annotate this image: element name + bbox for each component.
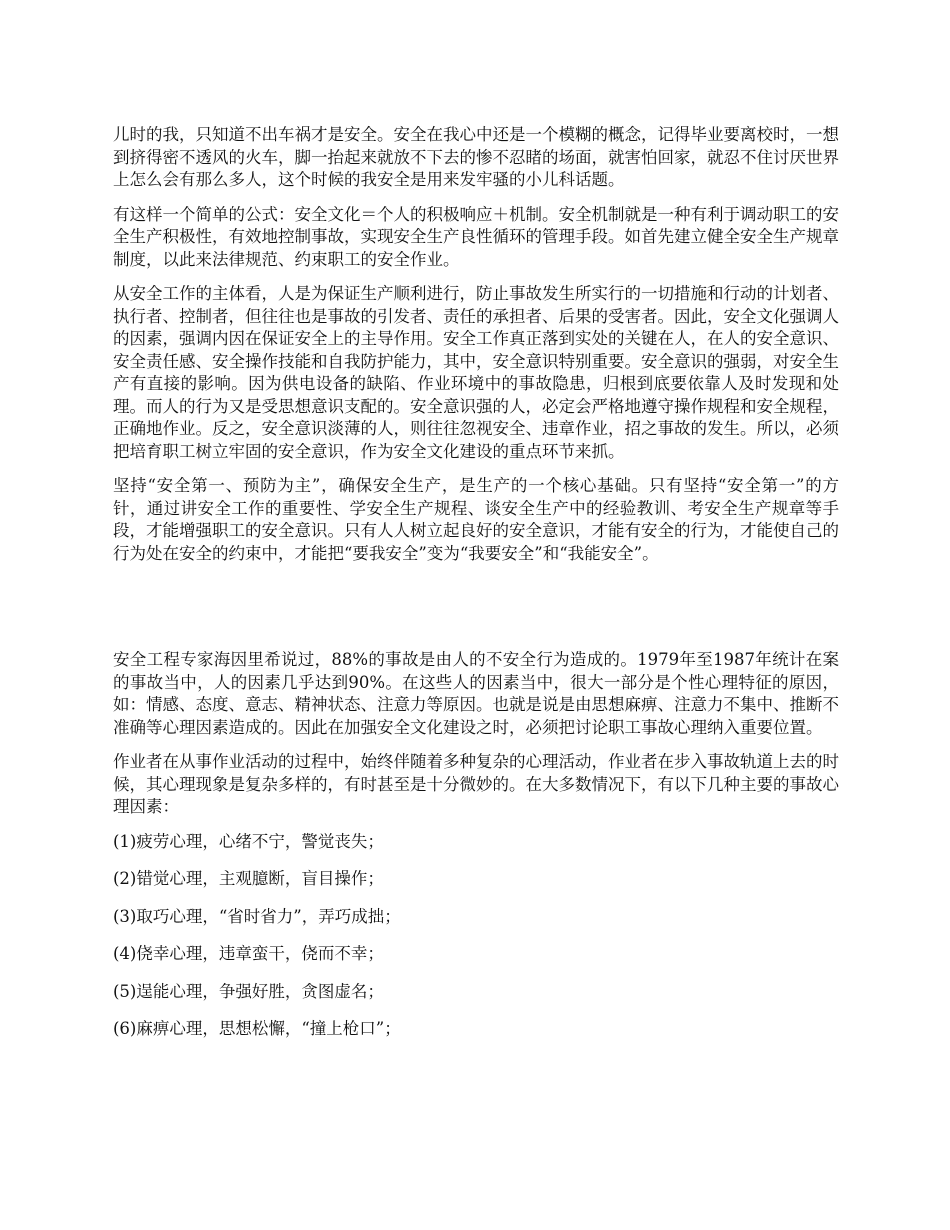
- document-page: [113, 124, 839, 1056]
- paragraph-4: 坚持“安全第一、预防为主”，确保安全生产，是生产的一个核心基础。只有坚持“安全第一”的方针，通过讲安全工作的重要性、学安全生产规程、谈安全生产中的经验教训、考安全生产规章等手段，才能增强职工的安全意识。只有人人树立起良好的安全意识，才能有安全的行为，才能使自己的行为处在安全的约束中，才能把“要我安全”变为“我要安全”和“我能安全”。: [113, 476, 839, 563]
- list-item: (5)逞能心理，争强好胜，贪图虚名；: [113, 981, 384, 1001]
- paragraph-3: 从安全工作的主体看，人是为保证生产顺利进行，防止事故发生所实行的一切措施和行动的计划者、执行者、控制者，但往往也是事故的引发者、责任的承担者、后果的受害者。因此，安全文化强调人的因素，强调内因在保证安全上的主导作用。安全工作真正落到实处的关键在人，在人的安全意识、安全责任感、安全操作技能和自我防护能力，其中，安全意识特别重要。安全意识的强弱，对安全生产有直接的影响。因为供电设备的缺陷、作业环境中的事故隐患，归根到底要依靠人及时发现和处理。而人的行为又是受思想意识支配的。安全意识强的人，必定会严格地遵守操作规程和安全规程，正确地作业。反之，安全意识淡薄的人，则往往忽视安全、违章作业，招之事故的发生。所以，必须把培育职工树立牢固的安全意识，作为安全文化建设的重点环节来抓。: [113, 284, 839, 461]
- list-item: (3)取巧心理，“省时省力”，弄巧成拙；: [113, 906, 401, 926]
- paragraph-6: 作业者在从事作业活动的过程中，始终伴随着多种复杂的心理活动，作业者在步入事故轨道上去的时候，其心理现象是复杂多样的，有时甚至是十分微妙的。在大多数情况下，有以下几种主要的事故心理因素：: [113, 752, 839, 816]
- section-1: [113, 124, 839, 565]
- list-item: (2)错觉心理，主观臆断，盲目操作；: [113, 869, 384, 888]
- paragraph-2: 有这样一个简单的公式：安全文化＝个人的积极响应＋机制。安全机制就是一种有利于调动职工的安全生产积极性，有效地控制事故，实现安全生产良性循环的管理手段。如首先建立健全安全生产规章制度，以此来法律规范、约束职工的安全作业。: [113, 204, 839, 269]
- paragraph-1: 儿时的我，只知道不出车祸才是安全。安全在我心中还是一个模糊的概念，记得毕业要离校时，一想到挤得密不透风的火车，脚一抬起来就放不下去的惨不忍睹的场面，就害怕回家，就忍不住讨厌世界上怎么会有那么多人，这个时候的我安全是用来发牢骚的小儿科话题。: [113, 125, 839, 189]
- list-item: (4)侥幸心理，违章蛮干，侥而不幸；: [113, 944, 384, 963]
- paragraph-5: 安全工程专家海因里希说过，88%的事故是由人的不安全行为造成的。1979年至1987年统计在案的事故当中，人的因素几乎达到90%。在这些人的因素当中，很大一部分是个性心理特征的原因，如：情感、态度、意志、精神状态、注意力等原因。也就是说是由思想麻痹、注意力不集中、推断不准确等心理因素造成的。因此在加强安全文化建设之时，必须把讨论职工事故心理纳入重要位置。: [113, 650, 839, 737]
- section-2: [113, 649, 839, 819]
- section-gap: [113, 577, 839, 649]
- list-item: (1)疲劳心理，心绪不宁，警觉丧失；: [113, 831, 384, 851]
- psychology-factor-list: [113, 831, 839, 1041]
- list-item: (6)麻痹心理，思想松懈，“撞上枪口”；: [113, 1019, 401, 1038]
